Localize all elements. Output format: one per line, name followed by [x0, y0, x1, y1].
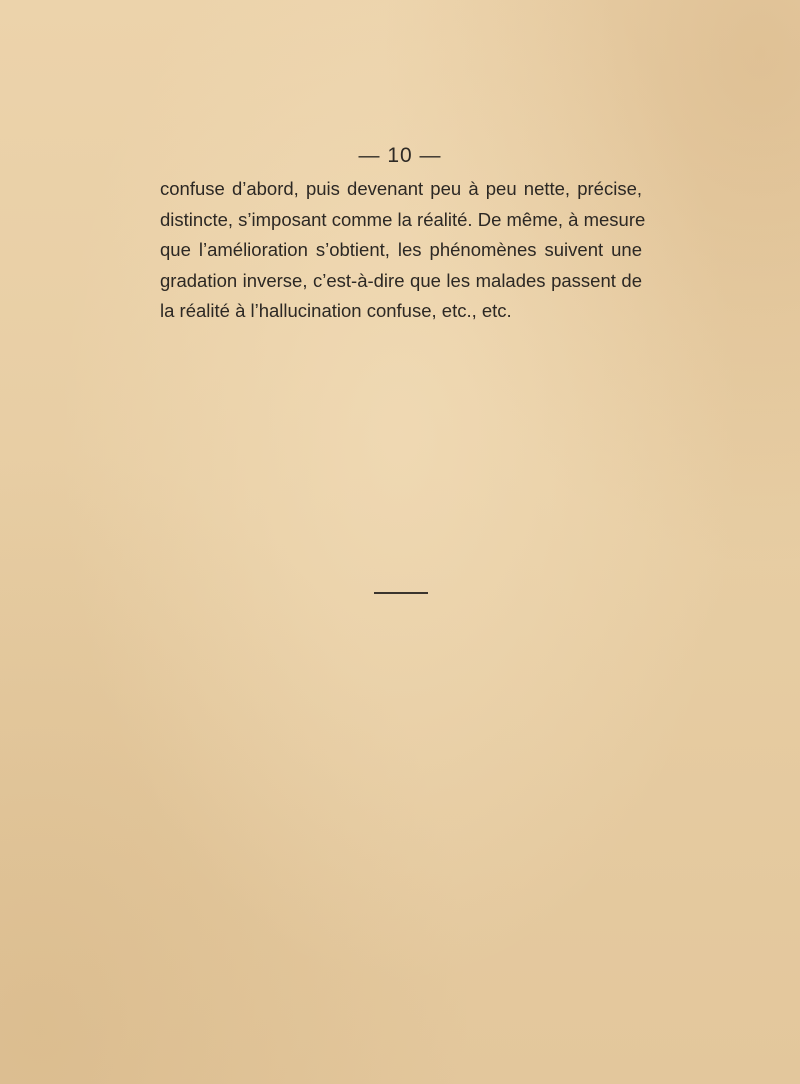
page-number: — 10 — [358, 144, 442, 167]
text-line: que l’amélioration s’obtient, les phénomènes suivent une [160, 239, 642, 260]
text-line: distincte, s’imposant comme la réalité. De même, à mesure [160, 208, 646, 230]
text-line: confuse d’abord, puis devenant peu à peu nette, précise, [160, 178, 642, 199]
text-line: la réalité à l’hallucination confuse, etc., etc. [160, 300, 512, 321]
text-line: gradation inverse, c’est-à-dire que les malades passent de [160, 269, 642, 291]
section-divider-rule [374, 592, 428, 594]
paragraph [160, 174, 646, 327]
